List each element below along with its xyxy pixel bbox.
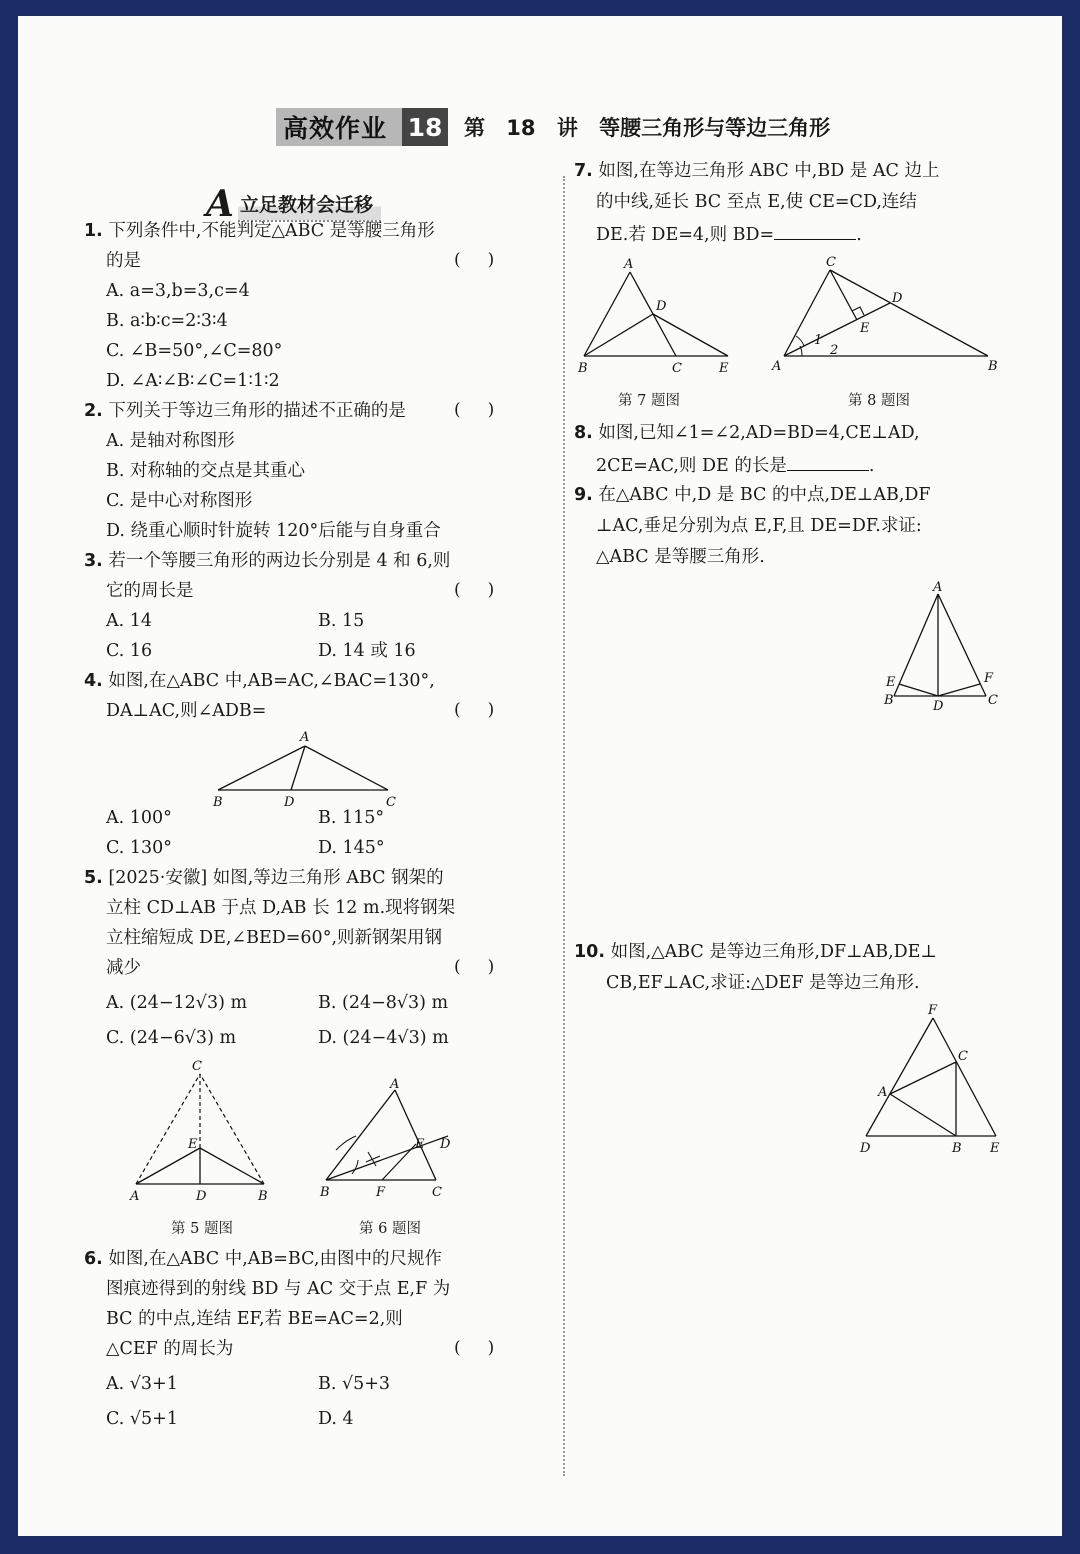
q6-label-c: C bbox=[432, 1185, 442, 1200]
q4-text-2: DA⊥AC,则∠ADB= bbox=[106, 701, 267, 721]
q1-option-c: C. ∠B=50°,∠C=80° bbox=[106, 341, 283, 361]
q7-number: 7. bbox=[574, 161, 593, 181]
q6-figure-caption: 第 6 题图 bbox=[359, 1221, 421, 1237]
q8-label-c: C bbox=[826, 255, 836, 270]
section-letter: A bbox=[206, 183, 234, 225]
q4-option-b: B. 115° bbox=[318, 808, 385, 828]
section-title: 立足教材会迁移 bbox=[238, 190, 381, 222]
page-title: 第 18 讲 等腰三角形与等边三角形 bbox=[464, 116, 831, 140]
q1-option-d: D. ∠A∶∠B∶∠C=1∶1∶2 bbox=[106, 371, 280, 391]
q6-text-1: 如图,在△ABC 中,AB=BC,由图中的尺规作 bbox=[108, 1249, 442, 1269]
q4-label-d: D bbox=[284, 795, 295, 808]
q5-label-e: E bbox=[188, 1137, 198, 1152]
q8-label-angle-2: 2 bbox=[830, 343, 839, 358]
q8-figure bbox=[766, 252, 1002, 376]
q7-answer-blank[interactable] bbox=[774, 222, 856, 240]
q2-number: 2. bbox=[84, 401, 103, 421]
column-divider bbox=[563, 176, 565, 1476]
q4-figure bbox=[198, 724, 418, 808]
q1-number: 1. bbox=[84, 221, 103, 241]
q1-text-2: 的是 bbox=[106, 251, 141, 271]
q10-text-2: CB,EF⊥AC,求证:△DEF 是等边三角形. bbox=[606, 973, 920, 993]
q6-label-f: F bbox=[376, 1185, 386, 1200]
q4-answer-paren: ( ) bbox=[454, 700, 495, 720]
worksheet-page: 高效作业 18 第 18 讲 等腰三角形与等边三角形 A 立足教材会迁移 1. 下列条件中,不能判定△ABC 是等腰三角形 的是 ( ) A. a=3,b=3,c=4 B. a∶b∶c=2∶3∶4 C. ∠B=50°,∠C=80° D. ∠A∶∠B∶∠C=1∶1∶2 2. 下列关于等边三角形的描述不正确的是 ( ) A. 是轴对称图形 B. 对称轴的交点是其重心 C. 是中心对称图形 D. 绕重心顺时针旋转 120°后能与自身重合 3. 若一个等腰三角形的两边长分别是 4 和 6,则 它的周长是 ( ) A. 14 B. 15 C. 16 D. 14 或 16 4. 如图,在△ABC 中,AB=AC,∠BAC=130°, DA⊥AC,则∠ADB= ( ) A B D C A. 100° B. 115° C. 130° D. 145° 5. [2025·安徽] 如图,等边三角形 ABC 钢架的 立柱 CD⊥AB 于点 D,AB 长 12 m.现将钢架 立柱缩短成 DE,∠BED=60°,则新钢架用钢 减少 ( ) A. (24−12√3) m B. (24−8√3) m C. (24−6√3) m D. (24−4√3) m C E A D B 第 5 题图 A E D B F C 第 6 题图 6. 如图,在△ABC 中,AB=BC,由图中的尺规作 图痕迹得到的射线 BD 与 AC 交于点 E,F 为 BC 的中点,连结 EF,若 BE=AC=2,则 △CEF 的周长为 ( ) A. √3+1 B. √5+3 C. √5+1 D. 4 7. 如图,在等边三角形 ABC 中,BD 是 AC 边上 的中线,延长 BC 至点 E,使 CE=CD,连结 DE.若 DE=4,则 BD= . A D B C E 第 7 题图 C D E 1 2 A B 第 8 题图 8. 如图,已知∠1=∠2,AD=BD=4,CE⊥AD, 2CE=AC,则 DE 的长是 . 9. 在△ABC 中,D 是 BC 的中点,DE⊥AB,DF ⊥AC,垂足分别为点 E,F,且 DE=DF.求证: △ABC 是等腰三角形. A E F B D C 10. 如图,△ABC 是等边三角形,DF⊥AB,DE⊥ CB,EF⊥AC,求证:△DEF 是等边三角形. F C A D B E bbox=[18, 16, 1062, 1536]
q10-label-b: B bbox=[952, 1141, 962, 1156]
q9-label-a: A bbox=[933, 580, 943, 595]
q8-label-b: B bbox=[988, 359, 998, 374]
q10-label-e: E bbox=[990, 1141, 1000, 1156]
q3-option-d: D. 14 或 16 bbox=[318, 641, 416, 661]
q9-number: 9. bbox=[574, 485, 593, 505]
q9-label-e: E bbox=[886, 675, 896, 690]
q2-text-1: 下列关于等边三角形的描述不正确的是 bbox=[108, 401, 406, 421]
q4-option-d: D. 145° bbox=[318, 838, 385, 858]
q6-answer-paren: ( ) bbox=[454, 1338, 495, 1358]
q6-label-a: A bbox=[390, 1077, 400, 1092]
q7-figure-caption: 第 7 题图 bbox=[618, 393, 680, 409]
q9-figure bbox=[874, 578, 1004, 712]
q5-label-d: D bbox=[196, 1189, 207, 1204]
q3-text-1: 若一个等腰三角形的两边长分别是 4 和 6,则 bbox=[108, 551, 451, 571]
q8-label-angle-1: 1 bbox=[814, 333, 823, 348]
q1-option-b: B. a∶b∶c=2∶3∶4 bbox=[106, 311, 228, 331]
q3-option-b: B. 15 bbox=[318, 611, 365, 631]
q1-text-1: 下列条件中,不能判定△ABC 是等腰三角形 bbox=[108, 221, 435, 241]
q6-number: 6. bbox=[84, 1249, 103, 1269]
q5-option-b: B. (24−8√3) m bbox=[318, 993, 449, 1013]
q7-text-3: DE.若 DE=4,则 BD= bbox=[596, 225, 775, 245]
q5-text-1: [2025·安徽] 如图,等边三角形 ABC 钢架的 bbox=[108, 868, 444, 888]
q9-text-1: 在△ABC 中,D 是 BC 的中点,DE⊥AB,DF bbox=[598, 485, 931, 505]
q4-option-a: A. 100° bbox=[106, 808, 172, 828]
q7-figure bbox=[574, 256, 744, 376]
q5-figure bbox=[122, 1056, 282, 1206]
q7-text-2: 的中线,延长 BC 至点 E,使 CE=CD,连结 bbox=[596, 192, 917, 212]
q6-text-4: △CEF 的周长为 bbox=[106, 1339, 234, 1359]
q8-label-a: A bbox=[772, 359, 782, 374]
q5-text-4: 减少 bbox=[106, 958, 141, 978]
q3-answer-paren: ( ) bbox=[454, 580, 495, 600]
q7-label-b: B bbox=[578, 361, 588, 376]
header-number: 18 bbox=[402, 108, 448, 146]
q3-text-2: 它的周长是 bbox=[106, 581, 194, 601]
q10-text-1: 如图,△ABC 是等边三角形,DF⊥AB,DE⊥ bbox=[610, 942, 937, 962]
q5-number: 5. bbox=[84, 868, 103, 888]
q6-option-a: A. √3+1 bbox=[106, 1374, 178, 1394]
q9-text-3: △ABC 是等腰三角形. bbox=[596, 547, 765, 567]
q2-option-b: B. 对称轴的交点是其重心 bbox=[106, 461, 305, 481]
q5-label-b: B bbox=[258, 1189, 268, 1204]
q10-label-d: D bbox=[860, 1141, 871, 1156]
q6-text-3: BC 的中点,连结 EF,若 BE=AC=2,则 bbox=[106, 1309, 403, 1329]
header-tag bbox=[276, 108, 448, 146]
q5-option-a: A. (24−12√3) m bbox=[106, 993, 248, 1013]
q4-label-a: A bbox=[300, 730, 310, 745]
q5-label-a: A bbox=[130, 1189, 140, 1204]
q7-label-e: E bbox=[719, 361, 729, 376]
header-tag-text: 高效作业 bbox=[283, 114, 388, 143]
q2-answer-paren: ( ) bbox=[454, 400, 495, 420]
q5-option-d: D. (24−4√3) m bbox=[318, 1028, 449, 1048]
q5-label-c: C bbox=[192, 1059, 202, 1074]
q4-option-c: C. 130° bbox=[106, 838, 173, 858]
q4-number: 4. bbox=[84, 671, 103, 691]
q3-option-a: A. 14 bbox=[106, 611, 153, 631]
q9-label-b: B bbox=[884, 693, 894, 708]
q6-option-b: B. √5+3 bbox=[318, 1374, 391, 1394]
q7-text-1: 如图,在等边三角形 ABC 中,BD 是 AC 边上 bbox=[598, 161, 940, 181]
q8-number: 8. bbox=[574, 423, 593, 443]
q6-label-b: B bbox=[320, 1185, 330, 1200]
q8-figure-caption: 第 8 题图 bbox=[848, 393, 910, 409]
q5-answer-paren: ( ) bbox=[454, 957, 495, 977]
q5-option-c: C. (24−6√3) m bbox=[106, 1028, 237, 1048]
q2-option-c: C. 是中心对称图形 bbox=[106, 491, 253, 511]
q5-text-3: 立柱缩短成 DE,∠BED=60°,则新钢架用钢 bbox=[106, 928, 443, 948]
q8-text-2: 2CE=AC,则 DE 的长是 bbox=[596, 456, 787, 476]
q2-option-a: A. 是轴对称图形 bbox=[106, 431, 235, 451]
q6-text-2: 图痕迹得到的射线 BD 与 AC 交于点 E,F 为 bbox=[106, 1279, 451, 1299]
q6-figure bbox=[312, 1076, 472, 1208]
q10-number: 10. bbox=[574, 942, 606, 962]
q3-number: 3. bbox=[84, 551, 103, 571]
q8-label-e: E bbox=[860, 321, 870, 336]
q6-option-c: C. √5+1 bbox=[106, 1409, 178, 1429]
q8-answer-blank[interactable] bbox=[787, 453, 869, 471]
q4-label-c: C bbox=[386, 795, 396, 808]
q8-text-1: 如图,已知∠1=∠2,AD=BD=4,CE⊥AD, bbox=[598, 423, 920, 443]
q4-label-b: B bbox=[213, 795, 223, 808]
q10-label-f: F bbox=[928, 1003, 938, 1018]
q4-text-1: 如图,在△ABC 中,AB=AC,∠BAC=130°, bbox=[108, 671, 435, 691]
q3-option-c: C. 16 bbox=[106, 641, 153, 661]
q6-label-d: D bbox=[440, 1137, 451, 1152]
q5-text-2: 立柱 CD⊥AB 于点 D,AB 长 12 m.现将钢架 bbox=[106, 898, 456, 918]
section-heading bbox=[206, 183, 381, 225]
q1-answer-paren: ( ) bbox=[454, 250, 495, 270]
q2-option-d: D. 绕重心顺时针旋转 120°后能与自身重合 bbox=[106, 521, 441, 541]
q7-label-a: A bbox=[624, 257, 634, 272]
q1-option-a: A. a=3,b=3,c=4 bbox=[106, 281, 250, 301]
q6-label-e: E bbox=[415, 1137, 425, 1152]
q7-label-d: D bbox=[656, 299, 667, 314]
q9-text-2: ⊥AC,垂足分别为点 E,F,且 DE=DF.求证: bbox=[596, 516, 922, 536]
q9-label-f: F bbox=[984, 671, 994, 686]
q9-label-d: D bbox=[933, 699, 944, 712]
q7-label-c: C bbox=[672, 361, 682, 376]
q10-label-c: C bbox=[958, 1049, 968, 1064]
q10-label-a: A bbox=[878, 1085, 888, 1100]
q8-label-d: D bbox=[892, 291, 903, 306]
q9-label-c: C bbox=[988, 693, 998, 708]
q6-option-d: D. 4 bbox=[318, 1409, 354, 1429]
q10-figure bbox=[856, 1000, 1006, 1156]
q5-figure-caption: 第 5 题图 bbox=[171, 1221, 233, 1237]
